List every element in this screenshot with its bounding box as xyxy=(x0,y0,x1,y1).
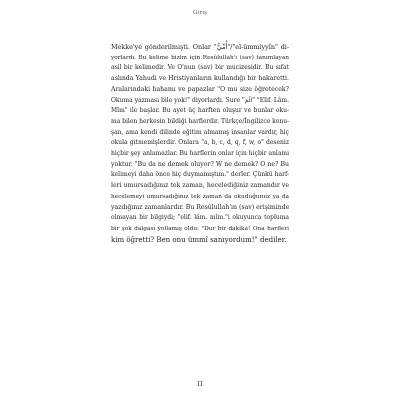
text-line: olmayan bir bilgiydi; "elif. lâm. mîm."i okuyunca topluma xyxy=(111,214,289,222)
text-line: ma bilen herkesin bildiği harflerdir. Türkçe/İngilizce konu- xyxy=(111,117,290,125)
text-line: okula gitmemişlerdir. Onlara "a, b, c, d, q, f, w, o" deseniz xyxy=(111,139,289,147)
body-text xyxy=(111,42,289,245)
text-line: Okuma yazması bile yok!" diyorlardı. Sure "الٓمٓ" "Elif. Lâm. xyxy=(111,96,289,104)
running-header: Giriş xyxy=(192,10,208,16)
text-line: kelimeyi daha önce hiç duymamıştım." derler. Çünkü harf- xyxy=(111,171,289,179)
text-line: hiçbir şey anlamazlar. Bu harflerin onlar için hiçbir anlamı xyxy=(111,150,290,158)
text-line: yazdığınız zamanlardır. Bu Resûlullah'ın (sav) erişiminde xyxy=(111,203,290,211)
text-line: bir şok dalgası yollamış oldu: "Dur bir dakika! Ona harfleri xyxy=(111,225,289,232)
text-line: kim öğretti? Ben onu ümmî sanıyordum!" dediler. xyxy=(111,235,287,244)
text-line: asil bir kelimedir. Ve O'nun (sav) bir mucizesidir. Bu sıfat xyxy=(111,64,289,72)
text-line: leri umursadığınız tek zaman, hecelediğiniz zamandır ve xyxy=(111,182,289,190)
text-line: şan, ama kendi dilinde eğitim almamış insanlar vardır, hiç xyxy=(111,128,289,136)
text-line: yoktur. "Bu da ne demek oluyor? W ne demek? O ne? Bu xyxy=(111,160,289,168)
text-line: Mekke'ye gönderilmişti. Onlar "أُمِّيٌّ"/"el-ümmiyyîn" di- xyxy=(111,43,289,51)
page-number: II xyxy=(197,380,203,388)
text-line: aslında Yahudi ve Hristiyanların kullandığı bir hakaretti. xyxy=(111,75,289,83)
text-line: Aralarındaki hahamı ve papazlar "O mu size öğretecek? xyxy=(111,85,289,93)
text-line: hecelemeyi umursadığınız tek zaman da okuduğunuz ya da xyxy=(111,193,289,200)
text-line: yorlardı. Bu kelime bizim için Resûlullah'ı (sav) tanımlayan xyxy=(111,54,289,61)
text-line: Mîm" ile başlar. Bu ayet üç harften oluşur ve bunlar oku- xyxy=(111,107,289,115)
